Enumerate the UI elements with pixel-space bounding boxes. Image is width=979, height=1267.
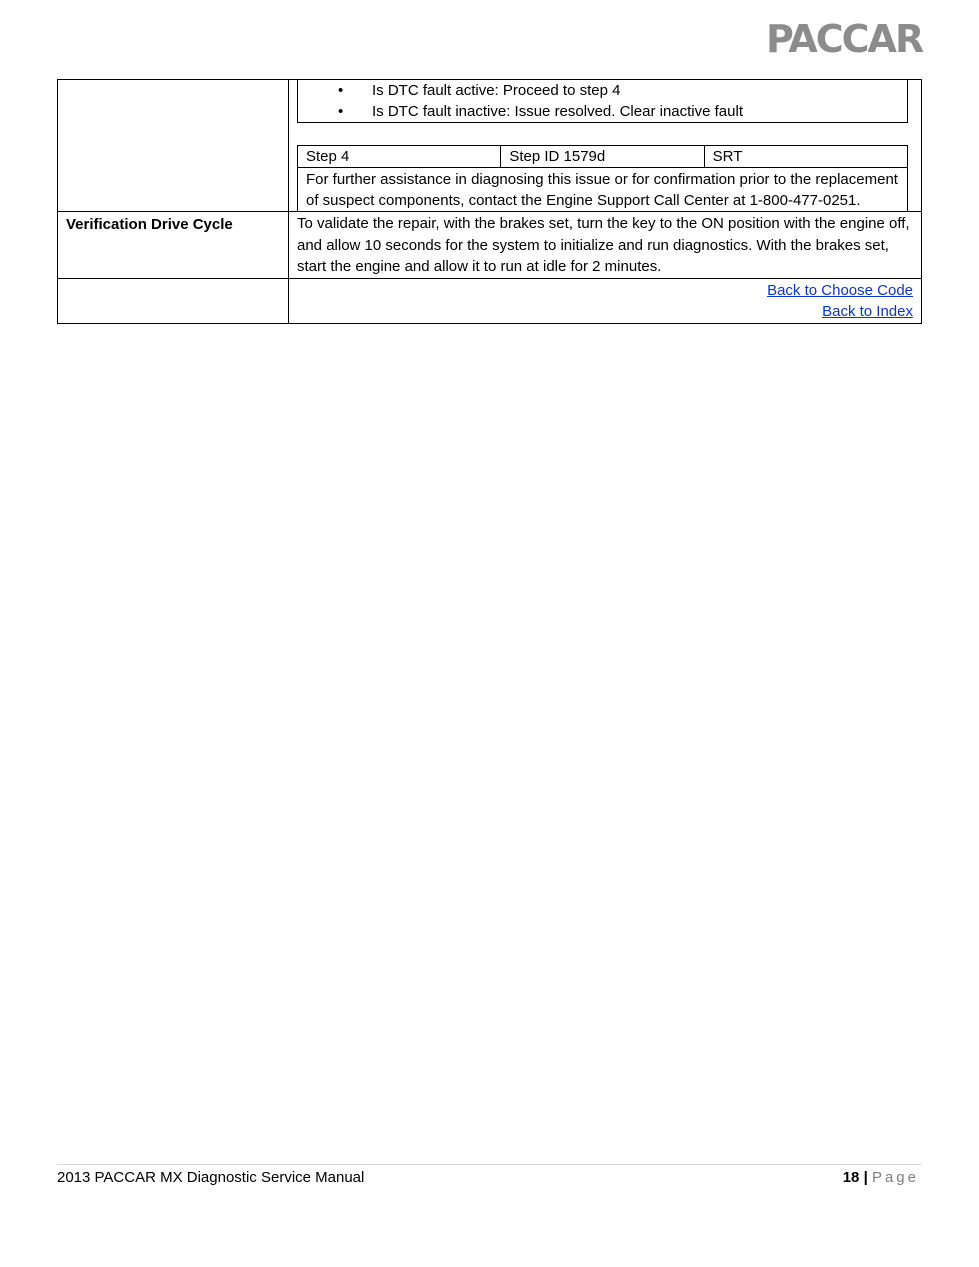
list-item [298, 80, 907, 101]
step-table [297, 145, 908, 211]
step-content-cell [289, 80, 922, 212]
page-number: 18 [842, 1169, 860, 1186]
fault-check-list [298, 80, 907, 122]
step-row [58, 80, 922, 212]
fault-check-box [297, 80, 908, 123]
step-description-row [298, 168, 908, 212]
verification-text: To validate the repair, with the brakes set, turn the key to the ON position with the engine off, and allow 10 seconds for the system to initialize and run diagnostics. With the brakes set, start the engine and allow it to run at idle for 2 minutes. [289, 212, 922, 279]
step-number: Step 4 [298, 146, 501, 168]
back-to-index-link[interactable]: Back to Index [822, 303, 913, 320]
verification-label: Verification Drive Cycle [58, 212, 289, 279]
bullet-icon: • [338, 103, 344, 120]
logo-text: PACCAR [766, 18, 923, 58]
bullet-icon: • [338, 82, 344, 99]
step-description: For further assistance in diagnosing this issue or for confirmation prior to the replacement of suspect components, contact the Engine Support Call Center at 1-800-477-0251. [298, 168, 908, 212]
verification-row [58, 212, 922, 279]
step-header-row [298, 146, 908, 168]
page-separator: | [863, 1169, 868, 1186]
links-row [58, 278, 922, 323]
empty-label-cell [58, 80, 289, 212]
fault-inactive-text: Is DTC fault inactive: Issue resolved. Clear inactive fault [372, 103, 743, 120]
footer-manual-title: 2013 PACCAR MX Diagnostic Service Manual [57, 1169, 365, 1186]
list-item [298, 101, 907, 122]
footer-divider [57, 1164, 922, 1165]
empty-links-label-cell [58, 278, 289, 323]
page-word: Page [871, 1169, 919, 1186]
step-id: Step ID 1579d [501, 146, 704, 168]
fault-active-text: Is DTC fault active: Proceed to step 4 [372, 82, 621, 99]
navigation-links [289, 278, 922, 323]
paccar-logo [766, 18, 924, 58]
diagnostic-table [57, 79, 922, 324]
back-to-choose-code-link[interactable]: Back to Choose Code [767, 281, 913, 299]
footer-page-info [843, 1167, 919, 1188]
step-srt: SRT [704, 146, 907, 168]
